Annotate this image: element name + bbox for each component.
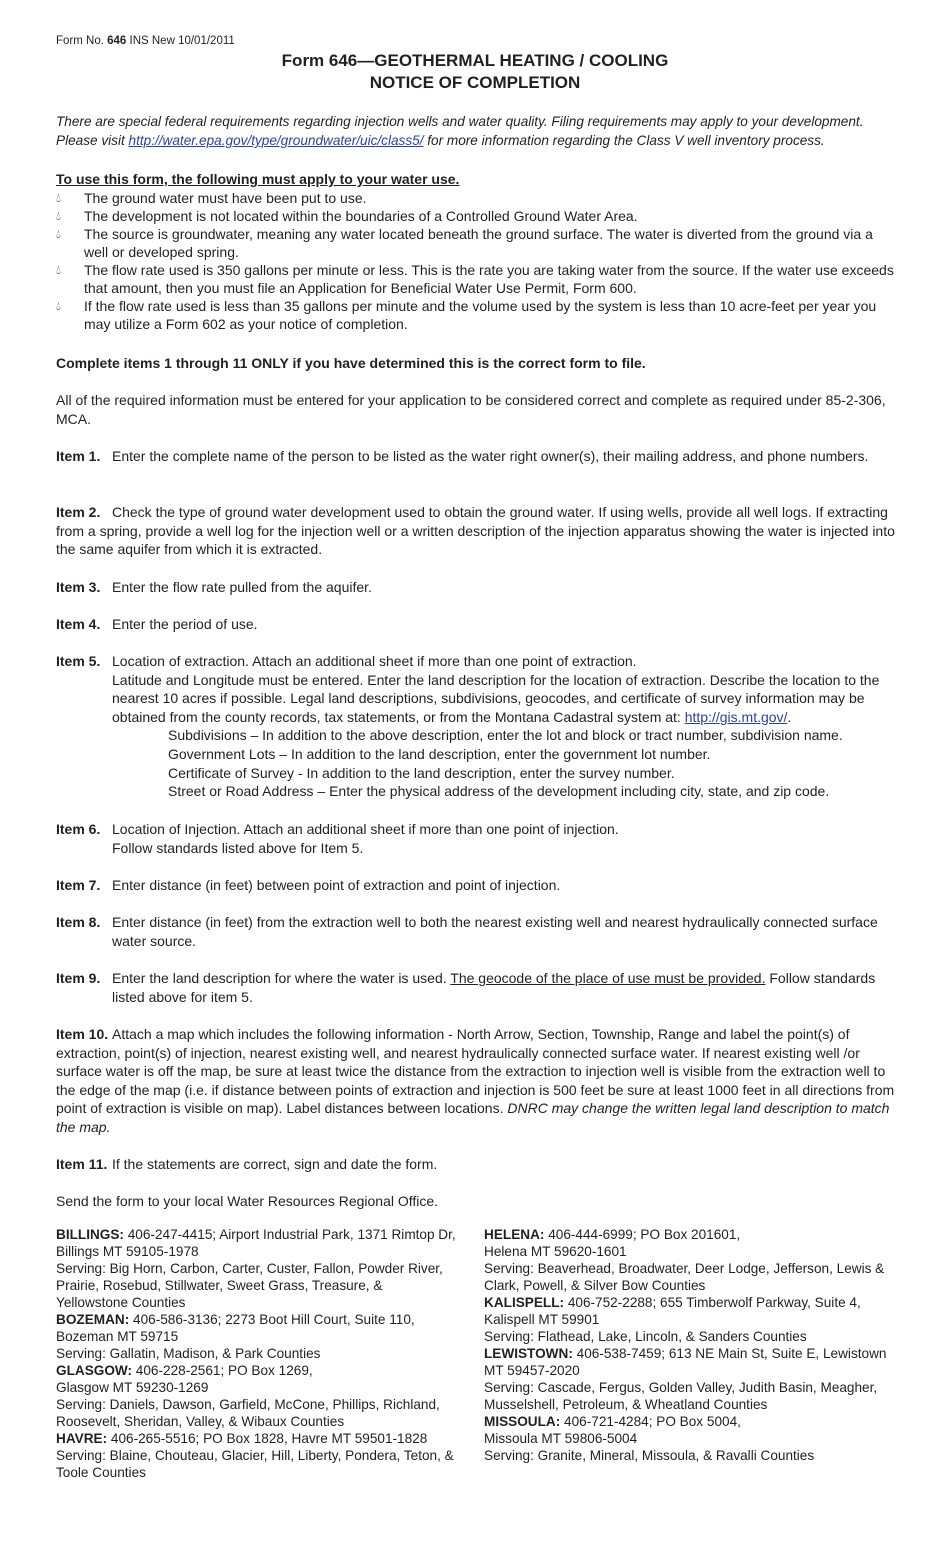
intro-note [56, 112, 896, 150]
item-label: Item 3. [56, 579, 101, 595]
item-2 [56, 503, 896, 559]
requirement-text: If the flow rate used is less than 35 gallons per minute and the volume used by the system is less than 10 acre-feet per year you may utilize a Form 602 as your notice of completion. [84, 298, 877, 332]
item-label: Item 9. [56, 970, 101, 986]
office-name: KALISPELL: [484, 1295, 565, 1310]
requirement-text: The source is groundwater, meaning any water located beneath the ground surface. The water is diverted from the ground via a well or developed spring. [84, 226, 873, 260]
item-text: Location of extraction. Attach an additional sheet if more than one point of extraction. [112, 653, 637, 669]
item-5-detail-end: . [787, 708, 792, 725]
item-3 [56, 578, 896, 597]
item-text: Enter distance (in feet) between point of extraction and point of injection. [112, 877, 561, 893]
item-text: If the statements are correct, sign and date the form. [112, 1156, 438, 1172]
item-text [112, 969, 896, 1006]
geocode-requirement: The geocode of the place of use must be provided. [450, 970, 766, 986]
form-number-value: 646 [107, 35, 127, 47]
office-info: 406-721-4284; PO Box 5004, [560, 1414, 741, 1429]
office-helena [484, 1226, 904, 1243]
office-name: HELENA: [484, 1227, 545, 1242]
item-label: Item 8. [56, 914, 101, 930]
offices-left-column [56, 1226, 456, 1481]
office-bozeman [56, 1311, 456, 1345]
office-info: 406-444-6999; PO Box 201601, [544, 1227, 741, 1242]
item-5-detail-text: Latitude and Longitude must be entered. Enter the land description for the location of extraction. Describe the location to the nearest 10 acres if possible. Legal land descriptions, subdivisions, geocodes, and certificate of survey information may be obtained from the county records, tax statements, or from the Montana Cadastral system at: [112, 671, 880, 725]
item-5 [56, 652, 896, 801]
title-line-1: Form 646—GEOTHERMAL HEATING / COOLING [281, 51, 669, 70]
office-missoula [484, 1413, 904, 1430]
item-text-2: Follow standards listed above for Item 5. [112, 839, 364, 856]
drop-bullet-icon: 💧︎ [56, 299, 61, 313]
complete-note: Complete items 1 through 11 ONLY if you have determined this is the correct form to file. [56, 355, 646, 371]
item-text: Location of Injection. Attach an additional sheet if more than one point of injection. [112, 821, 619, 837]
subdivisions-note: Subdivisions – In addition to the above description, enter the lot and block or tract number, subdivision name. [168, 727, 843, 744]
office-name: MISSOULA: [484, 1414, 561, 1429]
office-info: 406-752-2288; 655 Timberwolf Parkway, Suite 4, Kalispell MT 59901 [484, 1295, 861, 1327]
list-item [56, 207, 896, 225]
item-4 [56, 615, 896, 634]
item-text: Enter distance (in feet) from the extraction well to both the nearest existing well and nearest hydraulically connected surface water source. [112, 914, 878, 949]
office-serving: Serving: Gallatin, Madison, & Park Counties [56, 1346, 321, 1361]
office-info: 406-247-4415; Airport Industrial Park, 1371 Rimtop Dr, Billings MT 59105-1978 [56, 1227, 456, 1259]
drop-bullet-icon: 💧︎ [56, 227, 61, 241]
list-item [56, 261, 896, 297]
requirement-text: The development is not located within the boundaries of a Controlled Ground Water Area. [84, 208, 638, 224]
form-number-prefix: Form No. [56, 35, 108, 47]
certificate-of-survey-note: Certificate of Survey - In addition to the land description, enter the survey number. [168, 764, 675, 781]
item-label: Item 11. [56, 1156, 108, 1172]
item-label: Item 4. [56, 616, 101, 632]
item-9-text: Enter the land description for where the water is used. [112, 970, 451, 986]
office-info: 406-586-3136; 2273 Boot Hill Court, Suite 110, Bozeman MT 59715 [56, 1312, 415, 1344]
office-serving: Serving: Big Horn, Carbon, Carter, Custer, Fallon, Powder River, Prairie, Rosebud, Stillwater, Sweet Grass, Treasure, & Yellowstone Counties [56, 1261, 443, 1310]
item-label: Item 2. [56, 504, 101, 520]
requirements-list [56, 189, 896, 333]
office-lewistown [484, 1345, 904, 1379]
item-10 [56, 1025, 896, 1137]
item-label: Item 10. [56, 1026, 109, 1042]
office-serving: Serving: Daniels, Dawson, Garfield, McCone, Phillips, Richland, Roosevelt, Sheridan, Valley, & Wibaux Counties [56, 1397, 440, 1429]
drop-bullet-icon: 💧︎ [56, 209, 61, 223]
office-serving: Serving: Beaverhead, Broadwater, Deer Lodge, Jefferson, Lewis & Clark, Powell, & Silver Bow Counties [484, 1261, 885, 1293]
office-serving: Serving: Flathead, Lake, Lincoln, & Sanders Counties [484, 1329, 807, 1344]
item-10-text: Attach a map which includes the following information - North Arrow, Section, Township, Range and label the point(s) of extraction, point(s) of injection, nearest existing well, and nearest hydraulically connected surface water. If nearest existing well /or surface water is off the map, be sure at least twice the distance from the extraction to injection well is visible from the extraction well to the edge of the map (i.e. if distance between points of extraction and injection is 500 feet be sure at least 1000 feet in all directions from point of extraction is visible on map). Label distances between locations. [56, 1026, 895, 1117]
office-name: HAVRE: [56, 1431, 108, 1446]
page-title [0, 50, 950, 94]
title-line-2: NOTICE OF COMPLETION [369, 73, 581, 92]
office-name: GLASGOW: [56, 1363, 133, 1378]
item-text [56, 1025, 896, 1137]
office-glasgow [56, 1362, 456, 1379]
item-6 [56, 820, 896, 857]
office-serving: Serving: Blaine, Chouteau, Glacier, Hill, Liberty, Pondera, Teton, & Toole Counties [56, 1448, 454, 1480]
requirement-text: The flow rate used is 350 gallons per minute or less. This is the rate you are taking water from the source. If the water use exceeds that amount, then you must file an Application for Beneficial Water Use Permit, Form 600. [84, 262, 894, 296]
office-info-2: Missoula MT 59806-5004 [484, 1431, 638, 1446]
list-item [56, 297, 896, 333]
required-note: All of the required information must be entered for your application to be considered correct and complete as required under 85-2-306, MCA. [56, 392, 886, 427]
list-item [56, 225, 896, 261]
item-text: Enter the complete name of the person to be listed as the water right owner(s), their mailing address, and phone numbers. [112, 448, 869, 464]
item-8 [56, 913, 896, 950]
drop-bullet-icon: 💧︎ [56, 263, 61, 277]
office-name: BOZEMAN: [56, 1312, 130, 1327]
intro-text: There are special federal requirements regarding injection wells and water quality. Filing requirements may apply to your development. Please visit [56, 114, 864, 148]
item-9-text-end: Follow standards listed above for item 5. [112, 970, 876, 1005]
office-kalispell [484, 1294, 904, 1328]
office-info: 406-228-2561; PO Box 1269, [132, 1363, 313, 1378]
item-text: Check the type of ground water development used to obtain the ground water. If using wells, provide all well logs. If extracting from a spring, provide a well log for the injection well or a written description of the injection apparatus showing the water is injected into the same aquifer from which it is extracted. [56, 504, 895, 558]
office-billings [56, 1226, 456, 1260]
item-label: Item 6. [56, 821, 101, 837]
government-lots-note: Government Lots – In addition to the land description, enter the government lot number. [168, 745, 711, 762]
drop-bullet-icon: 💧︎ [56, 191, 61, 205]
offices-right-column [484, 1226, 904, 1464]
item-11 [56, 1155, 896, 1174]
office-name: LEWISTOWN: [484, 1346, 573, 1361]
office-info-2: Glasgow MT 59230-1269 [56, 1380, 209, 1395]
form-number-suffix: INS New 10/01/2011 [126, 35, 235, 47]
office-serving: Serving: Cascade, Fergus, Golden Valley, Judith Basin, Meagher, Musselshell, Petroleum, & Wheatland Counties [484, 1380, 878, 1412]
item-label: Item 1. [56, 448, 101, 464]
epa-link[interactable]: http://water.epa.gov/type/groundwater/uic/class5/ [128, 133, 424, 148]
office-havre [56, 1430, 456, 1447]
item-9 [56, 969, 896, 1006]
item-label: Item 5. [56, 653, 101, 669]
item-7 [56, 876, 896, 895]
office-serving: Serving: Granite, Mineral, Missoula, & Ravalli Counties [484, 1448, 815, 1463]
office-name: BILLINGS: [56, 1227, 124, 1242]
item-label: Item 7. [56, 877, 101, 893]
office-info: 406-265-5516; PO Box 1828, Havre MT 59501-1828 [107, 1431, 428, 1446]
cadastral-link[interactable]: http://gis.mt.gov/ [684, 708, 788, 725]
item-5-detail [112, 671, 896, 727]
street-address-note: Street or Road Address – Enter the physical address of the development including city, state, and zip code. [168, 783, 830, 800]
requirements-heading: To use this form, the following must apply to your water use. [56, 171, 460, 187]
form-number [56, 35, 235, 47]
send-note: Send the form to your local Water Resources Regional Office. [56, 1193, 439, 1209]
intro-text-end: for more information regarding the Class V well inventory process. [423, 133, 825, 148]
requirement-text: The ground water must have been put to use. [84, 190, 367, 206]
office-info-2: Helena MT 59620-1601 [484, 1244, 627, 1259]
item-1 [56, 447, 896, 466]
dnrc-note: DNRC may change the written legal land description to match the map. [56, 1100, 890, 1135]
item-text: Enter the period of use. [112, 616, 258, 632]
item-text: Enter the flow rate pulled from the aquifer. [112, 579, 372, 595]
list-item [56, 189, 896, 207]
office-info: 406-538-7459; 613 NE Main St, Suite E, Lewistown MT 59457-2020 [484, 1346, 887, 1378]
